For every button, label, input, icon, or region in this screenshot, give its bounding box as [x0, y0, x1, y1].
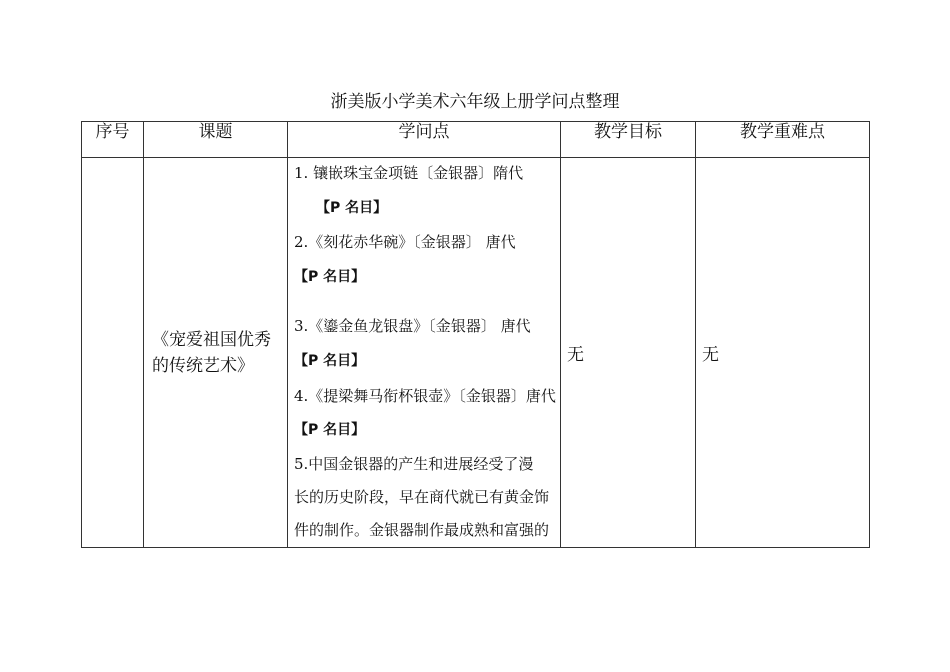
- point-5-line-2: 长的历史阶段，早在商代就已有黄金饰: [294, 488, 550, 506]
- header-goal: 教学目标: [561, 122, 696, 158]
- point-5-paragraph: [294, 448, 554, 547]
- point-1-ref: 【P 名目】: [316, 200, 388, 216]
- point-1: 1. 镶嵌珠宝金项链〔金银器〕隋代: [294, 164, 524, 182]
- point-4-ref: 【P 名目】: [294, 422, 366, 438]
- table-row: [82, 158, 870, 548]
- point-5-line-3: 件的制作。金银器制作最成熟和富强的: [294, 521, 550, 539]
- point-2: 2.《刻花赤华碗》〔金银器〕 唐代: [294, 233, 516, 251]
- point-4: 4.《提梁舞马衔杯银壶》〔金银器〕唐代: [294, 387, 556, 405]
- topic-line-2: 的传统艺术》: [152, 355, 254, 376]
- cell-seq: [82, 158, 144, 548]
- point-5-line-1: 5.中国金银器的产生和进展经受了漫: [294, 455, 534, 473]
- header-difficulty: 教学重难点: [696, 122, 870, 158]
- cell-difficulty: [696, 158, 870, 548]
- knowledge-table: [81, 121, 870, 548]
- cell-points: [288, 158, 561, 548]
- point-3-ref: 【P 名目】: [294, 353, 366, 369]
- point-2-ref: 【P 名目】: [294, 269, 366, 285]
- cell-goal: [561, 158, 696, 548]
- header-points: 学问点: [288, 122, 561, 158]
- page-title: 浙美版小学美术六年级上册学问点整理: [330, 92, 620, 112]
- table-header-row: [82, 122, 870, 158]
- topic-line-1: 《宠爱祖国优秀: [152, 329, 271, 350]
- cell-topic: [144, 158, 288, 548]
- header-topic: 课题: [144, 122, 288, 158]
- difficulty-text: 无: [702, 345, 719, 365]
- point-3: 3.《鎏金鱼龙银盘》〔金银器〕 唐代: [294, 317, 531, 335]
- goal-text: 无: [567, 345, 584, 365]
- header-seq: 序号: [82, 122, 144, 158]
